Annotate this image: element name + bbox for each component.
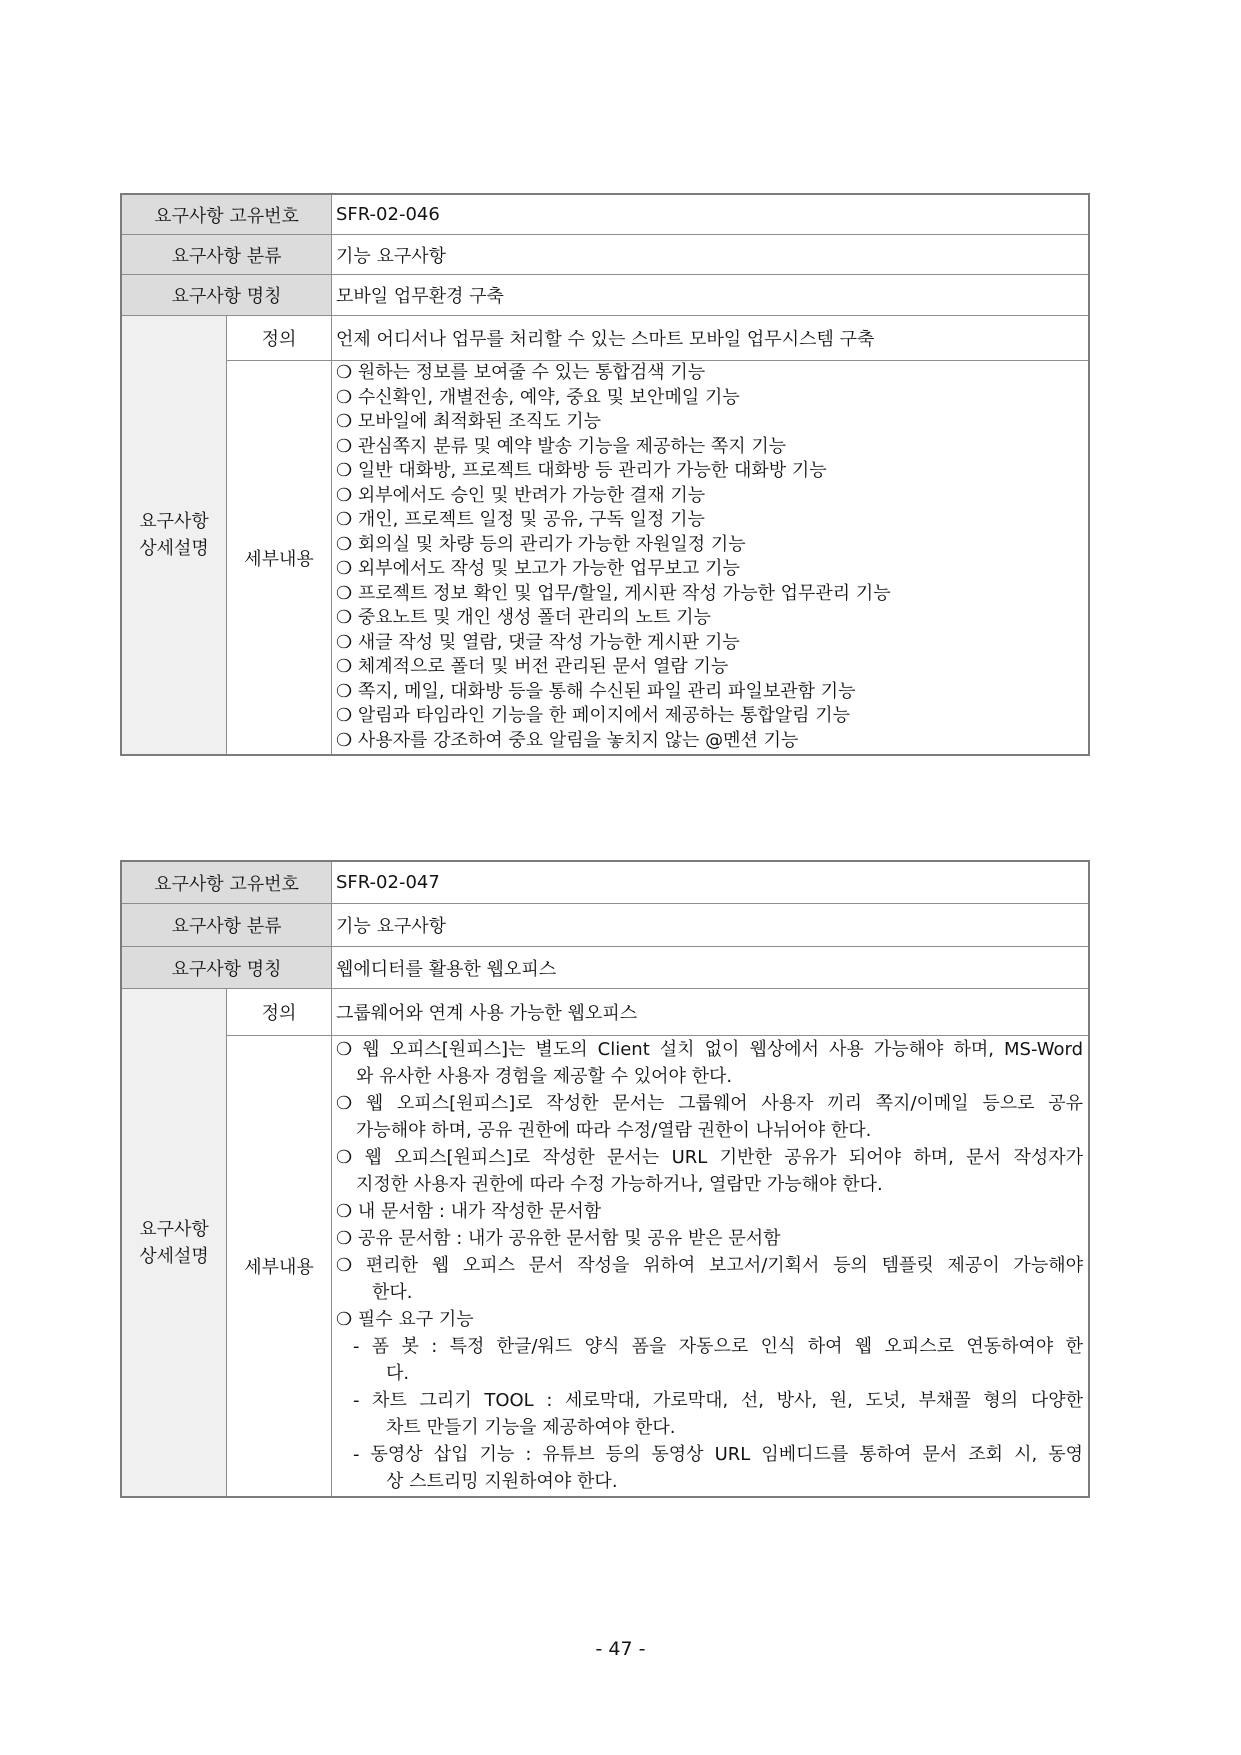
description-label-line: 요구사항 — [139, 511, 209, 532]
page-number: - 47 - — [595, 1638, 646, 1660]
id-value: SFR-02-046 — [332, 195, 1088, 234]
definition-value: 그룹웨어와 연계 사용 가능한 웹오피스 — [332, 989, 1088, 1035]
detail-line: ❍ 편리한 웹 오피스 문서 작성을 위하여 보고서/기획서 등의 템플릿 제공이 가능해야 — [336, 1255, 1083, 1276]
category-value: 기능 요구사항 — [332, 235, 1088, 274]
name-value: 웹에디터를 활용한 웹오피스 — [332, 947, 1088, 988]
description-label — [122, 316, 226, 754]
name-label: 요구사항 명칭 — [122, 947, 331, 988]
category-value: 기능 요구사항 — [332, 904, 1088, 946]
detail-item — [336, 1090, 1083, 1144]
sub-item — [336, 1387, 1083, 1441]
category-label: 요구사항 분류 — [122, 904, 331, 946]
requirement-table — [120, 860, 1090, 1498]
sub-item — [336, 1441, 1083, 1495]
detail-line: 한다. — [372, 1282, 413, 1303]
detail-item: ❍ 원하는 정보를 보여줄 수 있는 통합검색 기능 — [336, 362, 706, 383]
detail-item: ❍ 알림과 타임라인 기능을 한 페이지에서 제공하는 통합알림 기능 — [336, 705, 850, 726]
detail-item — [336, 1252, 1083, 1306]
detail-line: ❍ 필수 요구 기능 — [336, 1309, 474, 1330]
definition-value: 언제 어디서나 업무를 처리할 수 있는 스마트 모바일 업무시스템 구축 — [332, 316, 1088, 360]
detail-item — [336, 1198, 1083, 1225]
detail-line: ❍ 웹 오피스[원피스]로 작성한 문서는 URL 기반한 공유가 되어야 하며, 문서 작성자가 — [336, 1147, 1083, 1168]
definition-label: 정의 — [227, 989, 331, 1035]
description-label-line: 상세설명 — [139, 538, 209, 559]
detail-line: ❍ 내 문서함 : 내가 작성한 문서함 — [336, 1201, 602, 1222]
description-label-line: 요구사항 — [139, 1218, 209, 1240]
sub-item-line: 상 스트리밍 지원하여야 한다. — [386, 1471, 618, 1492]
details-list — [332, 1036, 1088, 1496]
sub-item-line: - 동영상 삽입 기능 : 유튜브 등의 동영상 URL 임베디드를 통하여 문서 조회 시, 동영 — [353, 1444, 1083, 1465]
detail-item: ❍ 사용자를 강조하여 중요 알림을 놓치지 않는 @멘션 기능 — [336, 729, 799, 751]
detail-item: ❍ 체계적으로 폴더 및 버전 관리된 문서 열람 기능 — [336, 656, 729, 677]
detail-line: 지정한 사용자 권한에 따라 수정 가능하거나, 열람만 가능해야 한다. — [356, 1174, 883, 1195]
detail-item: ❍ 회의실 및 차량 등의 관리가 가능한 자원일정 기능 — [336, 533, 746, 555]
details-label: 세부내용 — [227, 361, 331, 754]
detail-line: ❍ 웹 오피스[원피스]로 작성한 문서는 그룹웨어 사용자 끼리 쪽지/이메일 등으로 공유 — [336, 1093, 1083, 1114]
id-label: 요구사항 고유번호 — [122, 195, 331, 234]
detail-item: ❍ 프로젝트 정보 확인 및 업무/할일, 게시판 작성 가능한 업무관리 기능 — [336, 582, 891, 604]
sub-item — [336, 1333, 1083, 1387]
detail-line: 와 유사한 사용자 경험을 제공할 수 있어야 한다. — [356, 1066, 733, 1087]
id-value: SFR-02-047 — [332, 862, 1088, 903]
detail-item: ❍ 외부에서도 작성 및 보고가 가능한 업무보고 기능 — [336, 558, 740, 579]
detail-item — [336, 1306, 1083, 1495]
name-label: 요구사항 명칭 — [122, 275, 331, 315]
detail-item: ❍ 모바일에 최적화된 조직도 기능 — [336, 411, 602, 432]
detail-item — [336, 1144, 1083, 1198]
detail-item — [336, 1225, 1083, 1252]
description-label — [122, 989, 226, 1496]
id-label: 요구사항 고유번호 — [122, 862, 331, 903]
detail-item: ❍ 중요노트 및 개인 생성 폴더 관리의 노트 기능 — [336, 607, 711, 628]
sub-item-line: - 폼 봇 : 특정 한글/워드 양식 폼을 자동으로 인식 하여 웹 오피스로 연동하여야 한 — [353, 1336, 1083, 1357]
details-list — [332, 361, 1088, 754]
detail-item: ❍ 외부에서도 승인 및 반려가 가능한 결재 기능 — [336, 484, 706, 506]
requirement-table — [120, 193, 1090, 756]
details-label: 세부내용 — [227, 1036, 331, 1496]
sub-item-line: - 차트 그리기 TOOL : 세로막대, 가로막대, 선, 방사, 원, 도넛, 부채꼴 형의 다양한 — [353, 1390, 1083, 1411]
definition-label: 정의 — [227, 316, 331, 360]
detail-item: ❍ 새글 작성 및 열람, 댓글 작성 가능한 게시판 기능 — [336, 631, 740, 653]
description-label-line: 상세설명 — [139, 1245, 209, 1267]
category-label: 요구사항 분류 — [122, 235, 331, 274]
sub-item-line: 차트 만들기 기능을 제공하여야 한다. — [386, 1417, 676, 1438]
detail-item: ❍ 쪽지, 메일, 대화방 등을 통해 수신된 파일 관리 파일보관함 기능 — [336, 680, 856, 702]
sub-item-line: 다. — [386, 1363, 410, 1384]
detail-line: ❍ 웹 오피스[원피스]는 별도의 Client 설치 없이 웹상에서 사용 가능해야 하며, MS-Word — [336, 1039, 1083, 1060]
name-value: 모바일 업무환경 구축 — [332, 275, 1088, 315]
detail-item: ❍ 개인, 프로젝트 일정 및 공유, 구독 일정 기능 — [336, 509, 705, 530]
detail-line: 가능해야 하며, 공유 권한에 따라 수정/열람 권한이 나뉘어야 한다. — [356, 1120, 872, 1141]
detail-item: ❍ 관심쪽지 분류 및 예약 발송 기능을 제공하는 쪽지 기능 — [336, 435, 787, 457]
detail-item — [336, 1036, 1083, 1090]
detail-item: ❍ 수신확인, 개별전송, 예약, 중요 및 보안메일 기능 — [336, 386, 740, 408]
detail-item: ❍ 일반 대화방, 프로젝트 대화방 등 관리가 가능한 대화방 기능 — [336, 460, 827, 481]
detail-line: ❍ 공유 문서함 : 내가 공유한 문서함 및 공유 받은 문서함 — [336, 1228, 781, 1249]
